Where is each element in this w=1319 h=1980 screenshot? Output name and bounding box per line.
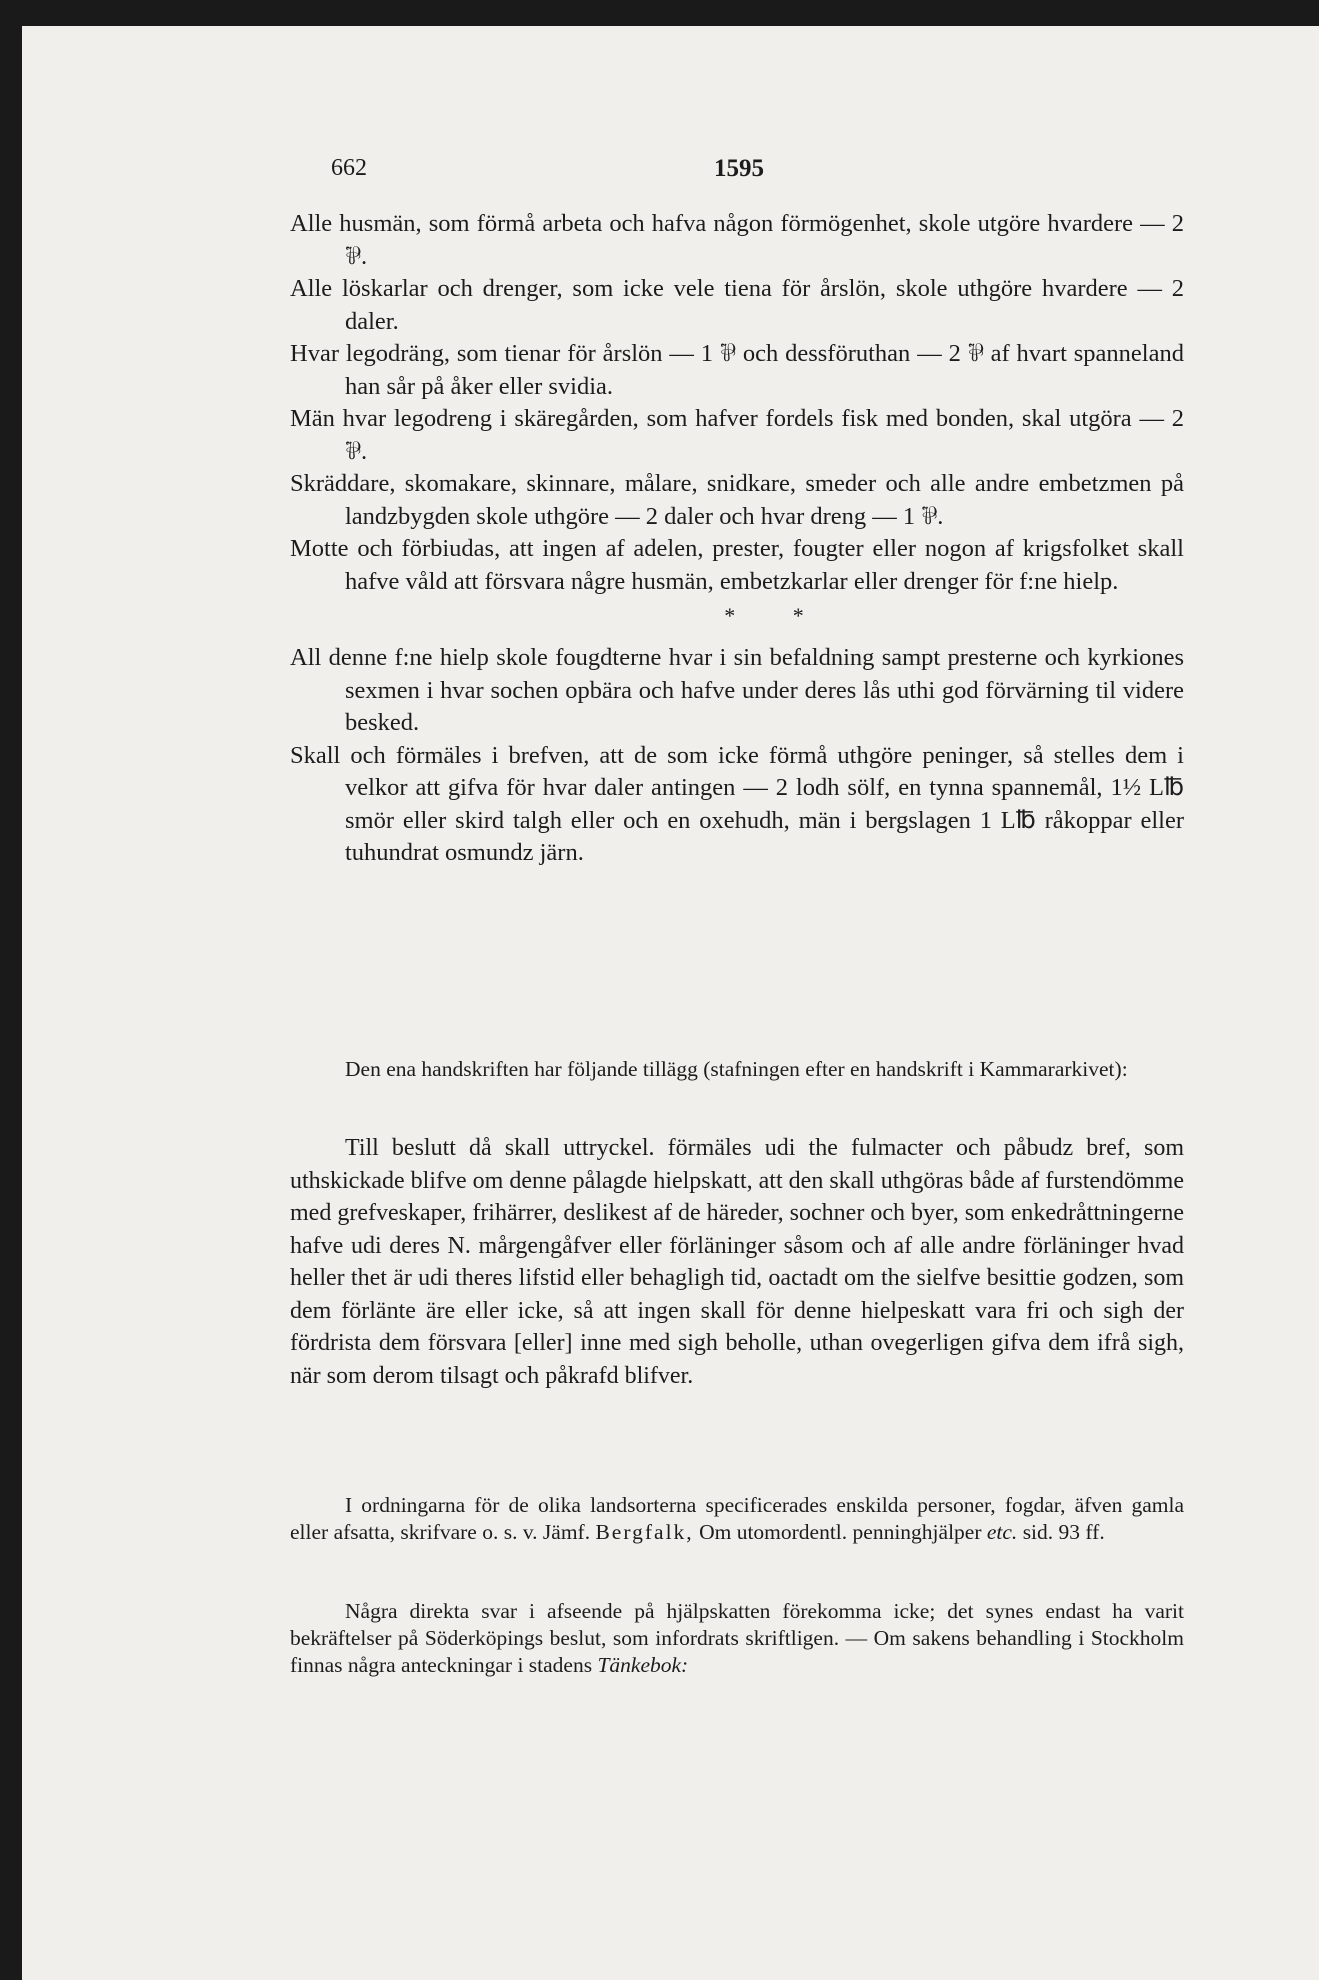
para1-text-a: I ordningarna för de olika landsorterna specificerades enskilda personer, fogdar, äfven gamla eller afsatta, skrifvare o. s. v. Jämf. [290, 1493, 1184, 1544]
quoted-addition: Till beslutt då skall uttryckel. förmäles udi the fulmacter och påbudz bref, som uthskickade blifve om denne pålagde hielpskatt, att den skall uthgöras både af furstendömme med grefveskaper, frihärrer, deslikest af de häreder, sochner och byer, som enkedråttningerne hafve udi deres N. mårgengåfver eller förläninger såsom och af alle andre förläninger hvad heller thet är udi theres lifstid eller behagligh tid, oactadt om the sielfve besittie godzen, som dem förlänte äre eller icke, så att ingen skall för denne hielpeskatt vara fri och sigh der fördrista dem försvara [eller] inne med sigh beholle, uthan ovegerligen gifva dem ifrå sigh, när som derom tilsagt och påkrafd blifver. [290, 1135, 1184, 1389]
entry-legodrang: Hvar legodräng, som tienar för årslön — 1 ⅌ och dessföruthan — 2 ⅌ af hvart spanneland han sår på åker eller svidia. [290, 340, 1184, 400]
para2-tankebok: Tänkebok: [597, 1653, 689, 1677]
commentary-paragraph-2 [290, 1598, 1184, 1679]
entry-loskarlar: Alle löskarlar och drenger, som icke vele tiena för årslön, skole uthgöre hvardere — 2 daler. [290, 275, 1184, 335]
para1-text-c: sid. 93 ff. [1022, 1520, 1105, 1544]
separator: * * [724, 603, 830, 628]
entry-velkor: Skall och förmäles i brefven, att de som icke förmå uthgöre peninger, så stelles dem i velkor att gifva för hvar daler antingen — 2 lodh sölf, en tynna spannemål, 1½ L℔ smör eller skird talgh eller och en oxehudh, män i bergslagen 1 L℔ råkoppar eller tuhundrat osmundz järn. [290, 741, 1184, 866]
entry-forbud: Motte och förbiudas, att ingen af adelen, prester, fougter eller nogon af krigsfolket skall hafve våld att försvara någre husmän, embetzkarlar eller drenger för f:ne hielp. [290, 535, 1184, 595]
entry-husman: Alle husmän, som förmå arbeta och hafva någon förmögenhet, skole utgöre hvardere — 2 ⅌. [290, 210, 1184, 270]
note-intro [290, 1055, 1184, 1084]
page-number: 662 [331, 155, 367, 181]
page-year: 1595 [714, 155, 764, 182]
entry-embetzmen: Skräddare, skomakare, skinnare, målare, snidkare, smeder och alle andre embetzmen på landzbygden skole uthgöre — 2 daler och hvar dreng — 1 ⅌. [290, 470, 1184, 530]
para2-text: Några direkta svar i afseende på hjälpskatten förekomma icke; det synes endast ha varit bekräftelser på Söderköpings beslut, som infordrats skriftligen. — Om sakens behandling i Stockholm finnas några anteckningar i stadens [290, 1599, 1184, 1677]
para1-author: Bergfalk, [595, 1520, 694, 1544]
note-intro-text: Den ena handskriften har följande tillägg (stafningen efter en handskrift i Kammararkivet): [345, 1057, 1128, 1081]
entry-fougdterne: All denne f:ne hielp skole fougdterne hvar i sin befaldning sampt presterne och kyrkiones sexmen i hvar sochen opbära och hafve under deres lås uthi god förvärning til videre besked. [290, 644, 1184, 736]
page-header [331, 155, 1205, 195]
para1-text-b: Om utomordentl. penninghjälper [699, 1520, 982, 1544]
commentary-paragraph-1 [290, 1492, 1184, 1546]
para1-etc: etc. [986, 1520, 1018, 1544]
tax-entries [290, 208, 1184, 870]
entry-skaregarden: Män hvar legodreng i skäregården, som hafver fordels fisk med bonden, skal utgöra — 2 ⅌. [290, 405, 1184, 465]
